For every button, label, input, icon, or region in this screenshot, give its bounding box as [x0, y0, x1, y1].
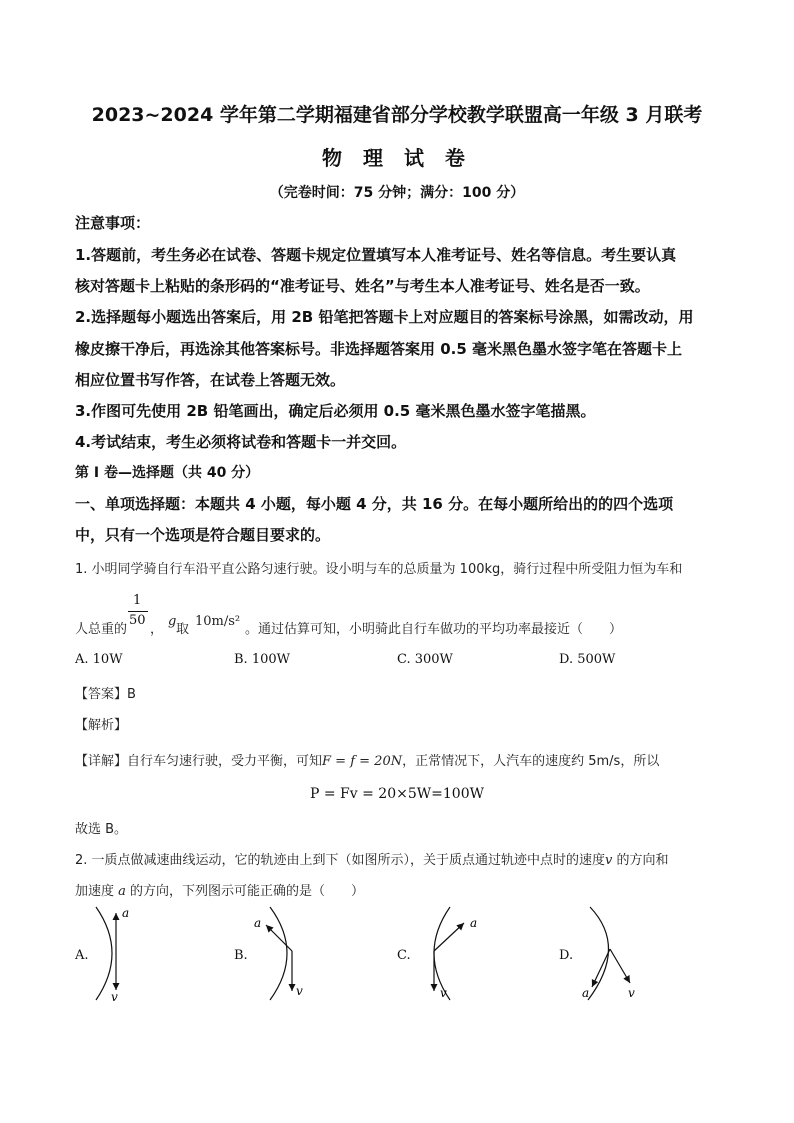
- velocity-label: v: [296, 984, 303, 998]
- q2-stem-line1-end: 的方向和: [612, 853, 669, 868]
- q1-analysis-label: 【解析】: [75, 718, 128, 733]
- q1-fraction-denominator: 50: [129, 613, 146, 628]
- section-intro: 一、单项选择题：本题共 4 小题，每小题 4 分，共 16 分。在每小题所给出的的四个选项: [75, 495, 674, 513]
- notice-line: 1.答题前，考生务必在试卷、答题卡规定位置填写本人准考证号、姓名等信息。考生要认真: [75, 246, 677, 264]
- q1-detail: [75, 750, 659, 769]
- notice-heading: 注意事项：: [75, 214, 151, 232]
- acceleration-label: a: [582, 986, 590, 1000]
- q1-option-b: B. 100W: [234, 652, 290, 667]
- q1-fraction-numerator: 1: [133, 593, 142, 608]
- q1-stem-line1: 1. 小明同学骑自行车沿平直公路匀速行驶。设小明与车的总质量为 100kg，骑行过程中所受阻力恒为车和: [75, 562, 683, 577]
- q1-stem-comma: ，: [150, 622, 164, 637]
- q1-conclusion: 故选 B。: [75, 822, 128, 837]
- q1-detail-pre: 自行车匀速行驶，受力平衡，可知: [127, 754, 323, 769]
- acceleration-arrow: [266, 925, 292, 951]
- acceleration-label: a: [470, 916, 478, 930]
- q1-stem-line2-pre: 人总重的: [75, 622, 128, 637]
- velocity-label: v: [628, 986, 635, 1000]
- velocity-label: v: [111, 990, 118, 1004]
- exam-subject: 物 理 试 卷: [322, 146, 472, 170]
- exam-title: 2023~2024 学年第二学期福建省部分学校教学联盟高一年级 3 月联考: [91, 104, 703, 126]
- notice-line: 核对答题卡上粘贴的条形码的“准考证号、姓名”与考生本人准考证号、姓名是否一致。: [75, 277, 650, 295]
- q2-stem-line2-pre: 加速度: [75, 884, 119, 899]
- q1-detail-equation: F = f = 20N: [322, 754, 403, 769]
- q1-option-c: C. 300W: [397, 652, 453, 667]
- part-title: 第 I 卷—选择题（共 40 分）: [75, 465, 260, 481]
- acceleration-label: a: [254, 916, 262, 930]
- q1-detail-label: 【详解】: [75, 754, 128, 769]
- figure-d-label: D.: [559, 948, 574, 963]
- acceleration-label: a: [122, 906, 130, 920]
- q1-answer-label: 【答案】: [75, 687, 128, 702]
- q2-v-symbol: v: [605, 853, 613, 868]
- section-intro: 中，只有一个选项是符合题目要求的。: [75, 526, 331, 544]
- q1-g-symbol: g: [168, 614, 177, 629]
- q1-answer: [75, 683, 136, 702]
- q1-answer-value: B: [127, 687, 136, 702]
- notice-line: 橡皮擦干净后，再选涂其他答案标号。非选择题答案用 0.5 毫米黑色墨水签字笔在答题卡上: [75, 340, 683, 358]
- trajectory-curve: [270, 907, 287, 1000]
- figure-b-diagram: [248, 905, 318, 1005]
- figure-c-diagram: [410, 905, 490, 1005]
- q1-g-value: 10m/s²: [195, 614, 241, 629]
- acceleration-arrow: [592, 949, 610, 987]
- notice-line: 相应位置书写作答，在试卷上答题无效。: [75, 371, 346, 389]
- figure-a-diagram: [88, 905, 158, 1005]
- figure-b-label: B.: [234, 948, 248, 963]
- notice-line: 4.考试结束，考生必须将试卷和答题卡一并交回。: [75, 433, 407, 451]
- trajectory-curve: [588, 907, 609, 1000]
- figure-c-label: C.: [397, 948, 411, 963]
- velocity-label: v: [440, 986, 447, 1000]
- figure-a-label: A.: [75, 948, 89, 963]
- notice-line: 2.选择题每小题选出答案后，用 2B 铅笔把答题卡上对应题目的答案标号涂黑，如需改动，用: [75, 308, 694, 326]
- q2-stem-line2-post: 的方向，下列图示可能正确的是（ ）: [125, 884, 365, 899]
- q2-stem-line1-text: 2. 一质点做减速曲线运动，它的轨迹由上到下（如图所示），关于质点通过轨迹中点时的速度: [75, 853, 606, 868]
- q1-detail-post: ，正常情况下，人汽车的速度约 5m/s，所以: [402, 754, 660, 769]
- notice-line: 3.作图可先使用 2B 铅笔画出，确定后必须用 0.5 毫米黑色墨水签字笔描黑。: [75, 402, 596, 420]
- q1-formula: P = Fv = 20×5W=100W: [310, 786, 484, 802]
- q2-stem-line2: [75, 880, 364, 899]
- q1-take: 取: [176, 622, 190, 637]
- q1-option-a: A. 10W: [75, 652, 123, 667]
- exam-time-info: （完卷时间：75 分钟；满分：100 分）: [269, 185, 525, 201]
- q2-a-symbol: a: [118, 884, 126, 899]
- q1-fraction-bar: [128, 611, 148, 612]
- q1-option-d: D. 500W: [559, 652, 616, 667]
- figure-d-diagram: [574, 905, 654, 1005]
- trajectory-curve: [96, 907, 112, 1000]
- q1-stem-line2-post: 。通过估算可知，小明骑此自行车做功的平均功率最接近（ ）: [245, 622, 623, 637]
- q2-stem-line1: [75, 849, 669, 868]
- velocity-arrow: [610, 949, 630, 983]
